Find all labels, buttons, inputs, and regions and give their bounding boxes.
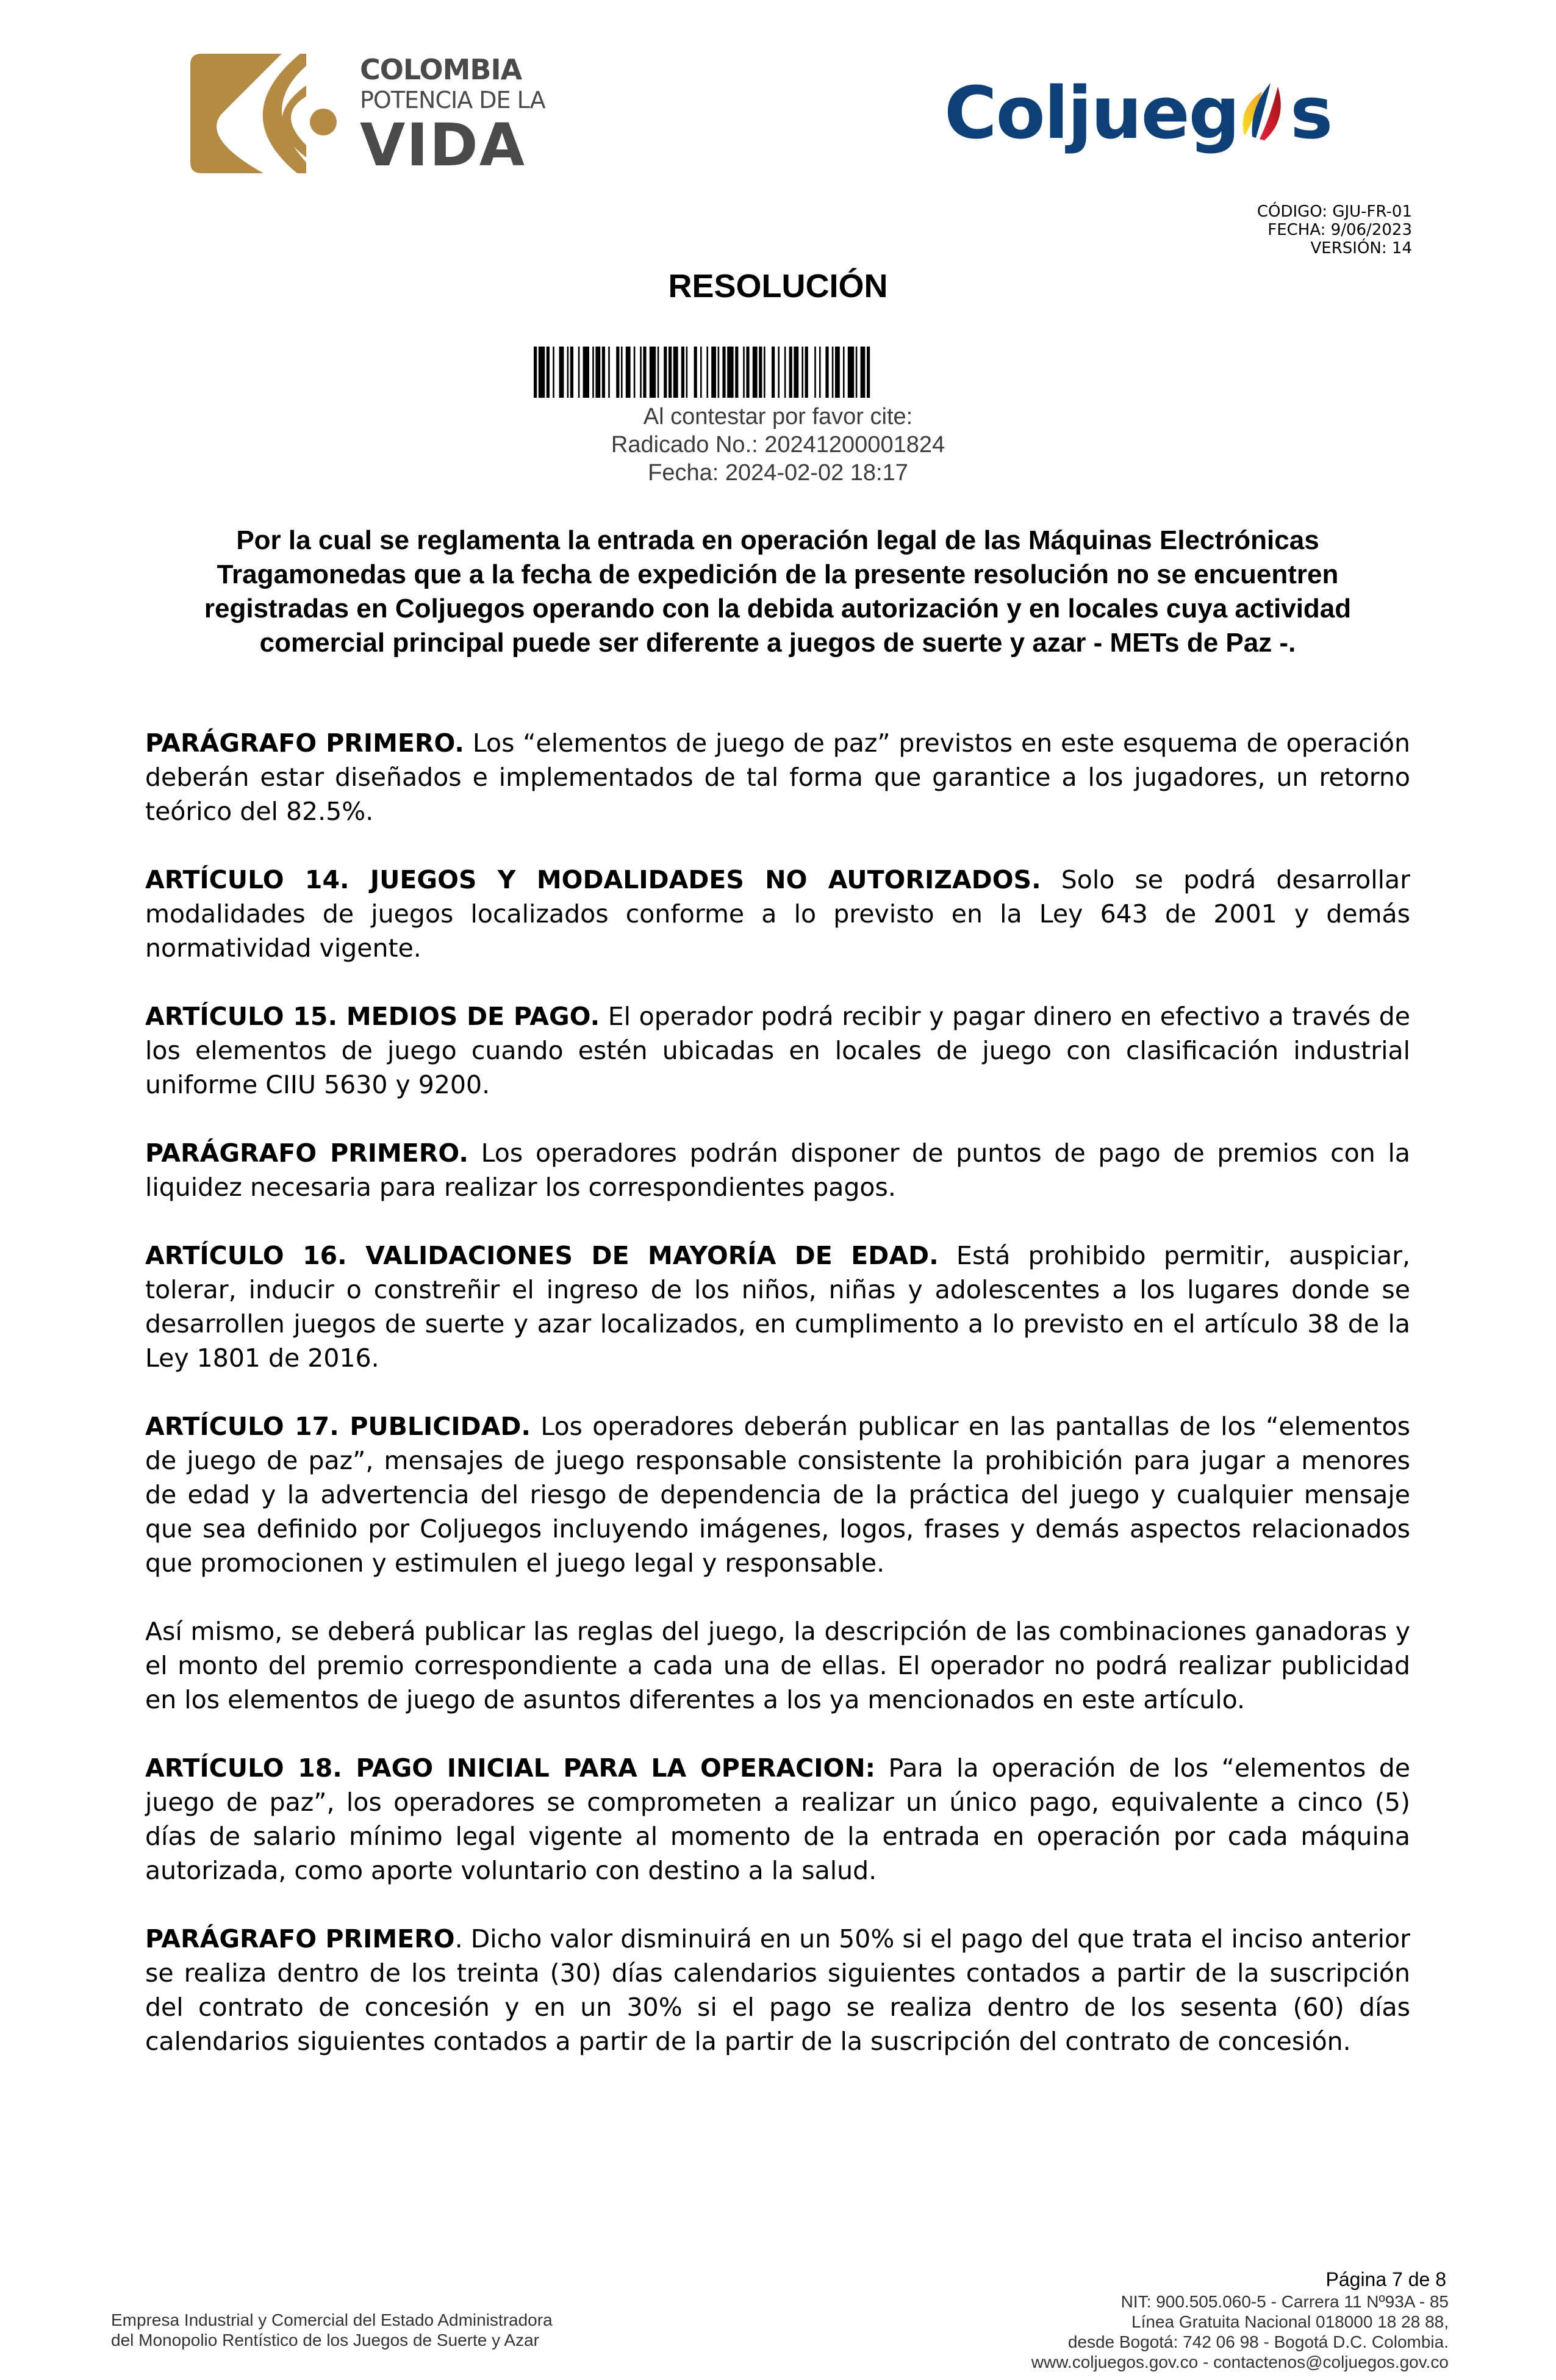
barcode-bar <box>814 347 816 398</box>
barcode-bar <box>867 347 870 398</box>
barcode-bar <box>621 347 623 398</box>
paragraph-text: Los operadores deberán publicar en las pantallas de los “elementos de juego de paz”, mensajes de juego responsable consistente la prohibición para jugar a menores de edad y la advertencia del riesgo de dependencia de la práctica del juego y cualquier mensaje que sea definido por Coljuegos incluyendo imágenes, logos, frases y demás aspectos relacionados que promocionen y estimulen el juego legal y responsable. <box>145 1412 1410 1578</box>
barcode-bar <box>801 347 803 398</box>
barcode-icon <box>534 347 1023 398</box>
footer-web-email[interactable]: www.coljuegos.gov.co - contactenos@coljuegos.gov.co <box>1031 2353 1449 2371</box>
barcode-bar <box>789 347 792 398</box>
barcode-bar <box>553 347 554 398</box>
radicado-number: Radicado No.: 20241200001824 <box>611 432 945 458</box>
barcode-bar <box>608 347 610 398</box>
footer-nit-address: NIT: 900.505.060-5 - Carrera 11 Nº93A - 85 <box>1120 2292 1449 2311</box>
barcode-bar <box>778 347 780 398</box>
paragraph-text: Solo se podrá desarrollar modalidades de juegos localizados conforme a lo previsto en la Ley 643 de 2001 y demás normatividad vigente. <box>145 865 1411 963</box>
coljuegos-flame-icon <box>1239 83 1290 142</box>
barcode-bar <box>848 347 854 398</box>
paragraph-text: . Dicho valor disminuirá en un 50% si el pago del que trata el inciso anterior se realiza dentro de los treinta (30) días calendarios siguientes contados a partir de la suscripción del contrato de concesión y en un 30% si el pago se realiza dentro de los sesenta (60) días calendarios siguientes contados a partir de la partir de la suscripción del contrato de concesión. <box>145 1924 1410 2056</box>
footer-contact <box>1031 2267 1449 2372</box>
barcode-bar <box>664 347 667 398</box>
paragraph-text: El operador podrá recibir y pagar dinero en efectivo a través de los elementos de juego cuando estén ubicadas en locales de juego con clasificación industrial uniforme CIIU 5630 y 9200. <box>145 1002 1410 1099</box>
logo-line-vida: VIDA <box>360 111 526 179</box>
barcode-bar <box>764 347 765 398</box>
barcode-bar <box>567 347 569 398</box>
colombia-potencia-de-la-vida-logo <box>190 53 581 179</box>
barcode-bar <box>673 347 678 398</box>
barcode-bar <box>643 347 646 398</box>
barcode-bar <box>616 347 619 398</box>
barcode-bar <box>650 347 656 398</box>
barcode-bar <box>634 347 636 398</box>
paragraph-heading: ARTÍCULO 17. PUBLICIDAD. <box>145 1412 531 1441</box>
barcode-bar <box>539 347 545 398</box>
paragraph-text: Para la operación de los “elementos de juego de paz”, los operadores se comprometen a realizar un único pago, equivalente a cinco (5) días de salario mínimo legal vigente al momento de la entrada en operación por cada máquina autorizada, como aporte voluntario con destino a la salud. <box>145 1753 1411 1885</box>
resolution-subject: Por la cual se reglamenta la entrada en operación legal de las Máquinas Electrónicas Tragamonedas que a la fecha de expedición de la presente resolución no se encuentren registradas en Coljuegos operando con la debida autorización y en locales cuya actividad comercial principal puede ser diferente a juegos de suerte y azar - METs de Paz -. <box>204 525 1352 658</box>
barcode-bar <box>743 347 745 398</box>
barcode-bar <box>583 347 589 398</box>
barcode-bar <box>534 347 537 398</box>
barcode-bar <box>772 347 775 398</box>
barcode-bar <box>832 347 834 398</box>
barcode-bar <box>686 347 688 398</box>
barcode-bar <box>819 347 821 398</box>
barcode-bar <box>547 347 550 398</box>
logo-line-colombia: COLOMBIA <box>360 53 522 86</box>
paragraph-heading: PARÁGRAFO PRIMERO <box>145 1924 455 1954</box>
barcode-bar <box>784 347 786 398</box>
barcode-bar <box>592 347 594 398</box>
codigo: CÓDIGO: GJU-FR-01 <box>1257 203 1412 221</box>
barcode-bar <box>759 347 762 398</box>
barcode-bar <box>559 347 564 398</box>
page-number: Página 7 de 8 <box>1325 2268 1446 2290</box>
barcode-bar <box>640 347 642 398</box>
paragraph <box>145 1922 1410 2058</box>
fecha: FECHA: 9/06/2023 <box>1267 221 1412 239</box>
paragraph-heading: PARÁGRAFO PRIMERO. <box>145 728 465 758</box>
barcode-bar <box>570 347 573 398</box>
paragraph <box>145 1239 1410 1375</box>
footer-bogota-phone: desde Bogotá: 742 06 98 - Bogotá D.C. Colombia. <box>1067 2332 1449 2351</box>
paragraph-text: Los “elementos de juego de paz” previstos en este esquema de operación deberán estar diseñados e implementados de tal forma que garantice a los jugadores, un retorno teórico del 82.5%. <box>145 728 1410 826</box>
paragraph-text: Los operadores podrán disponer de puntos de pago de premios con la liquidez necesaria para realizar los correspondientes pagos. <box>145 1138 1410 1202</box>
barcode-bar <box>856 347 858 398</box>
document-body <box>145 726 1410 2093</box>
logo-line-potencia: POTENCIA DE LA <box>360 87 545 113</box>
coljuegos-logo <box>944 71 1408 155</box>
barcode-bar <box>753 347 758 398</box>
barcode-bar <box>835 347 840 398</box>
barcode-bar <box>727 347 733 398</box>
barcode-bar <box>694 347 697 398</box>
document-title: RESOLUCIÓN <box>668 268 888 304</box>
barcode-bar <box>595 347 600 398</box>
barcode-bar <box>718 347 720 398</box>
footer-phone-line: Línea Gratuita Nacional 018000 18 28 88, <box>1131 2312 1449 2331</box>
colombia-logo-mark-icon <box>190 54 337 173</box>
barcode-bar <box>626 347 631 398</box>
barcode-bar <box>805 347 808 398</box>
barcode-bar <box>861 347 866 398</box>
barcode-bar <box>746 347 749 398</box>
paragraph <box>145 863 1410 965</box>
radicado-date: Fecha: 2024-02-02 18:17 <box>648 460 908 486</box>
paragraph-heading: ARTÍCULO 14. JUEGOS Y MODALIDADES NO AUTORIZADOS. <box>145 865 1041 894</box>
paragraph-heading: ARTÍCULO 15. MEDIOS DE PAGO. <box>145 1002 600 1031</box>
barcode-bar <box>711 347 716 398</box>
paragraph <box>145 1409 1410 1580</box>
paragraph-text: Está prohibido permitir, auspiciar, tolerar, inducir o constreñir el ingreso de los niños, niñas y adolescentes a los lugares donde se desarrollen juegos de suerte y azar localizados, en cumplimento a lo previsto en el artículo 38 de la Ley 1801 de 2016. <box>145 1241 1410 1373</box>
barcode-bar <box>669 347 672 398</box>
paragraph <box>145 1751 1410 1888</box>
coljuegos-logo-text-end: s <box>1290 71 1332 155</box>
paragraph <box>145 726 1410 829</box>
paragraph <box>145 999 1410 1102</box>
footer-entity <box>111 2310 553 2350</box>
barcode-bar <box>602 347 605 398</box>
footer-entity-line2: del Monopolio Rentístico de los Juegos de Suerte y Azar <box>111 2331 539 2349</box>
barcode-bar <box>794 347 798 398</box>
paragraph-heading: ARTÍCULO 16. VALIDACIONES DE MAYORÍA DE EDAD. <box>145 1241 939 1270</box>
barcode-bar <box>681 347 684 398</box>
barcode-bar <box>578 347 580 398</box>
paragraph-heading: PARÁGRAFO PRIMERO. <box>145 1138 468 1168</box>
version: VERSIÓN: 14 <box>1310 239 1412 257</box>
paragraph <box>145 1614 1410 1717</box>
barcode-bar <box>706 347 708 398</box>
barcode-bar <box>825 347 828 398</box>
document-control-info <box>1257 203 1412 257</box>
barcode-bar <box>722 347 725 398</box>
cite-instruction: Al contestar por favor cite: <box>643 404 913 430</box>
barcode-bar <box>843 347 845 398</box>
barcode-bar <box>700 347 702 398</box>
citation-block <box>0 403 1556 487</box>
barcode-bar <box>735 347 738 398</box>
barcode-bar <box>658 347 659 398</box>
paragraph-text: Así mismo, se deberá publicar las reglas del juego, la descripción de las combinaciones ganadoras y el monto del premio correspondiente a cada una de ellas. El operador no podrá realizar publicidad en los elementos de juego de asuntos diferentes a los ya mencionados en este artículo. <box>145 1617 1410 1714</box>
paragraph-heading: ARTÍCULO 18. PAGO INICIAL PARA LA OPERACION: <box>145 1753 876 1783</box>
footer-entity-line1: Empresa Industrial y Comercial del Estado Administradora <box>111 2310 553 2329</box>
paragraph <box>145 1136 1410 1204</box>
coljuegos-logo-text-start: Coljueg <box>944 71 1239 155</box>
